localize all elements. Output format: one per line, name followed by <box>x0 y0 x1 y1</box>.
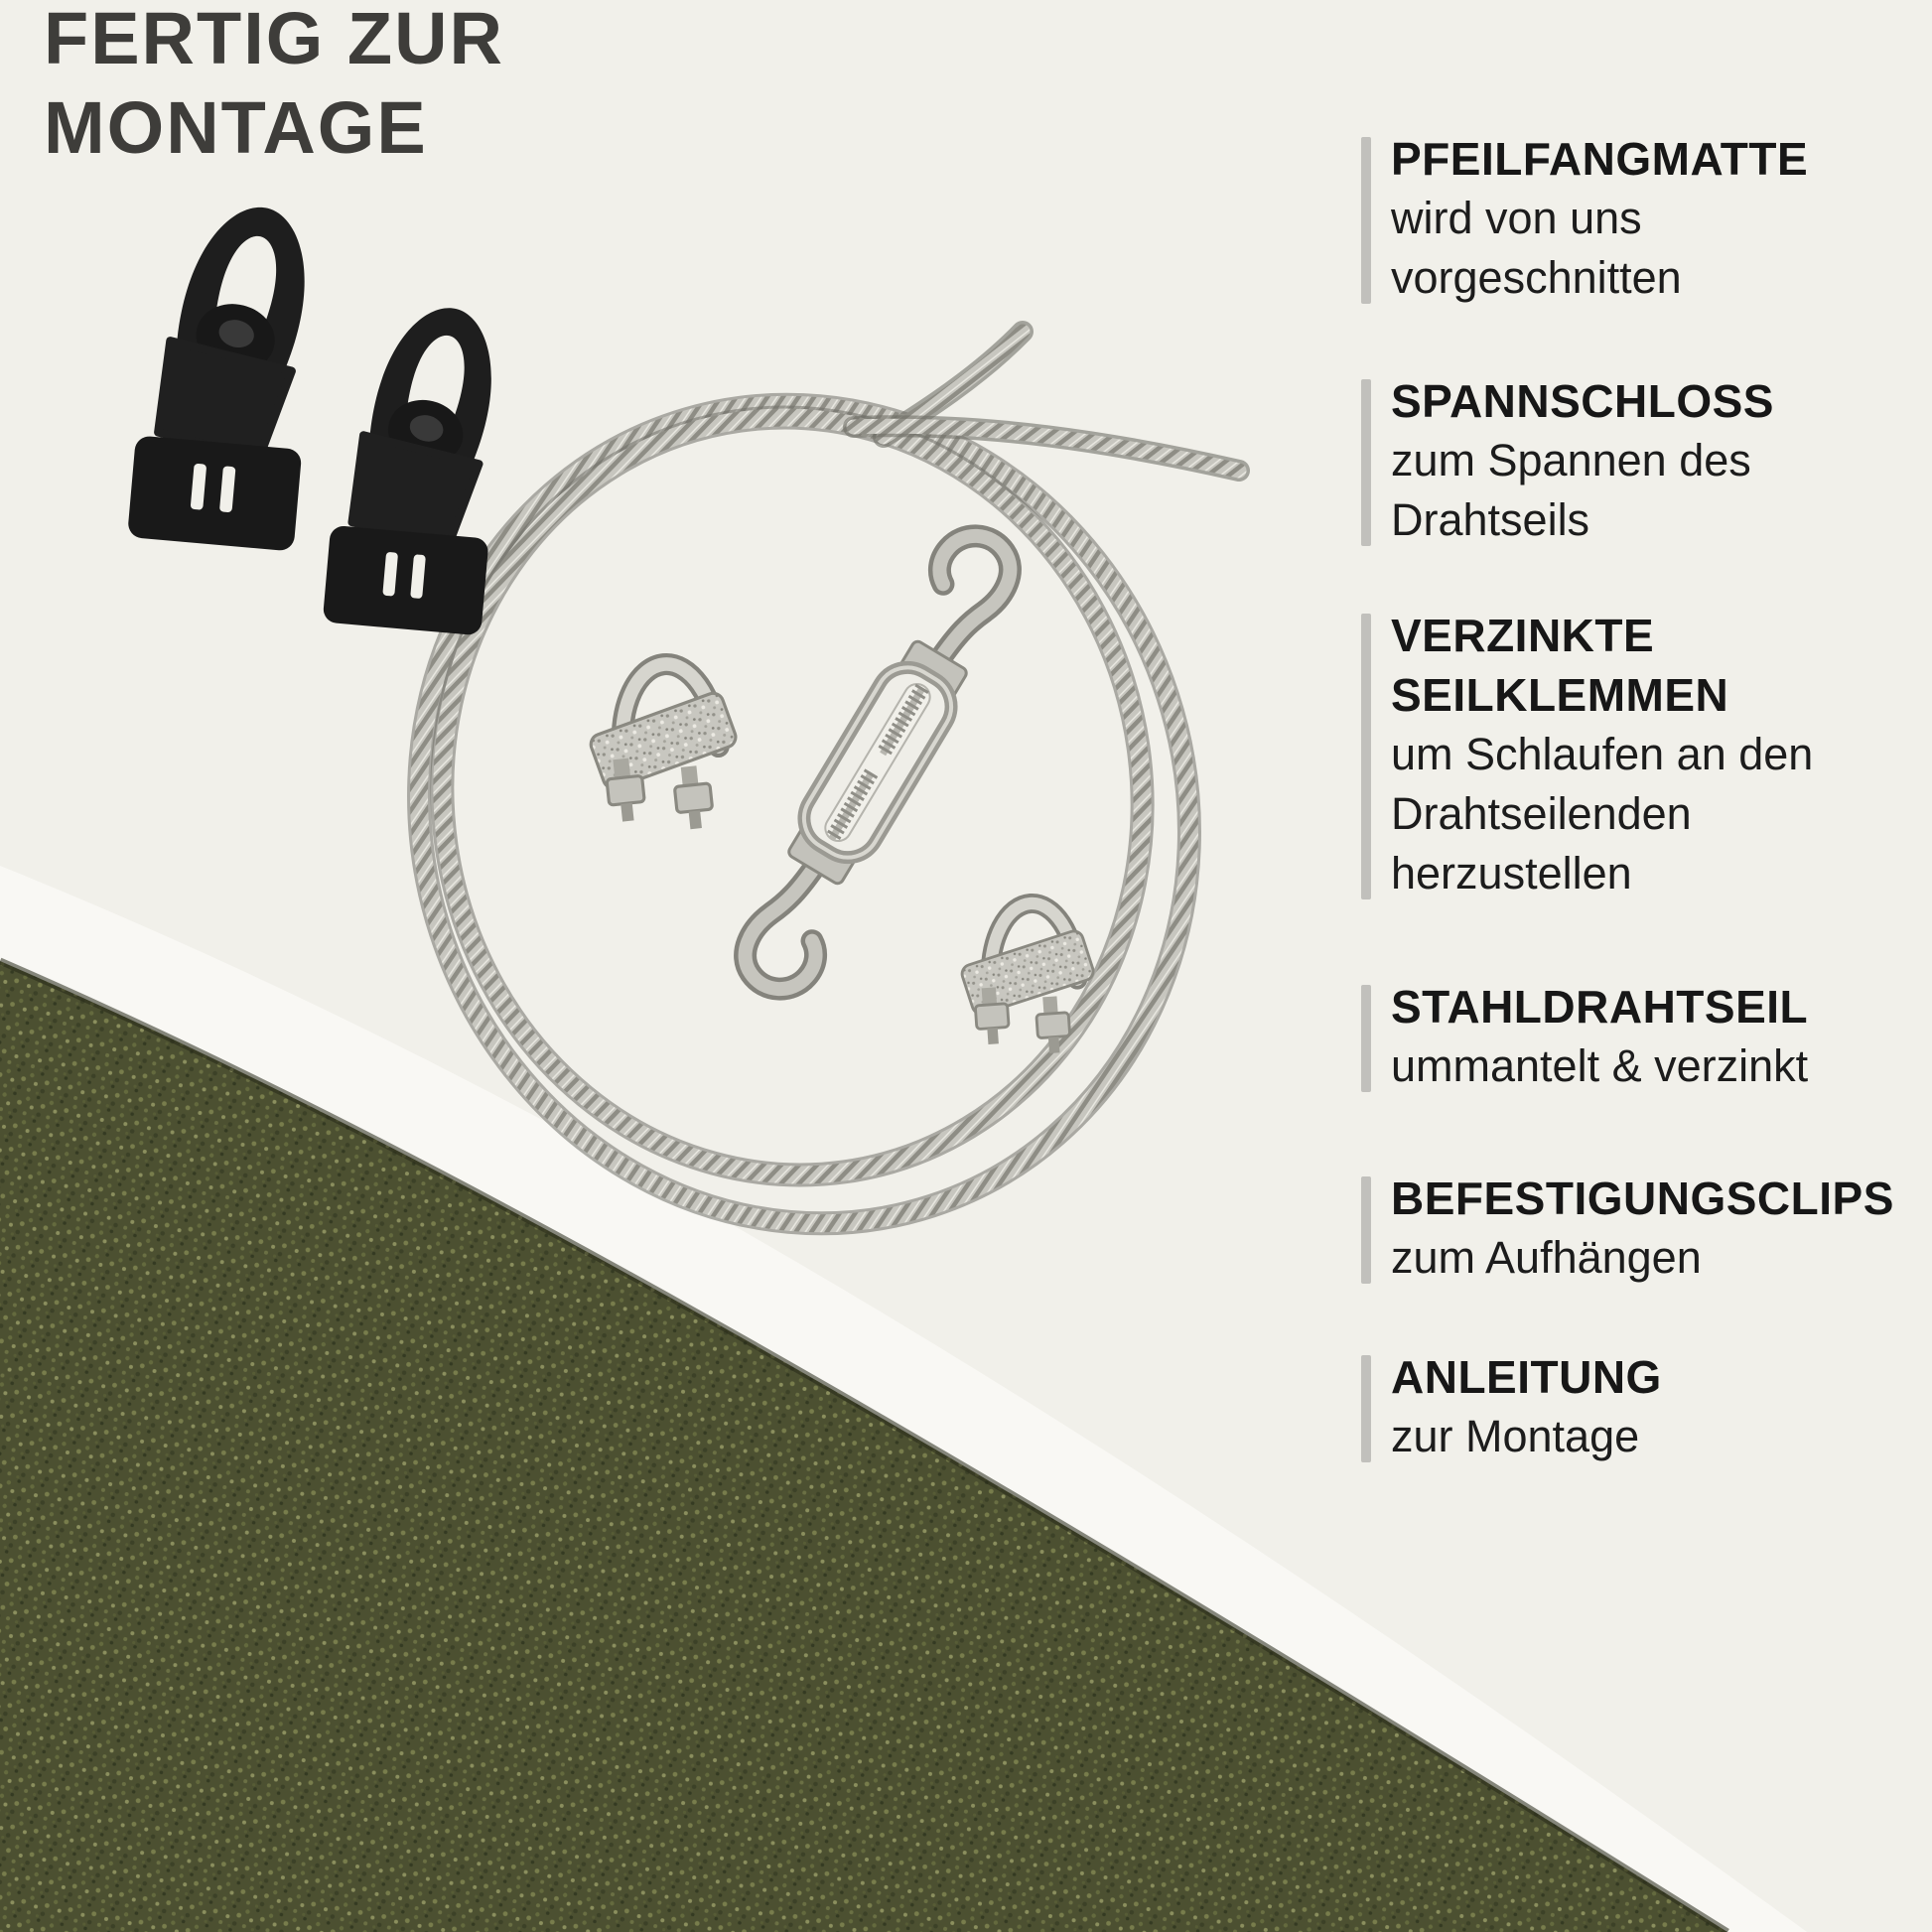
kit-item-spannschloss <box>1361 371 1774 550</box>
kit-item-pfeilfangmatte <box>1361 129 1808 308</box>
item-title: BEFESTIGUNGSCLIPS <box>1391 1173 1894 1224</box>
kit-item-anleitung <box>1361 1347 1662 1466</box>
page-title: FERTIG ZUR MONTAGE <box>44 0 504 169</box>
item-description: um Schlaufen an den Drahtseilenden herzustellen <box>1391 729 1814 898</box>
item-title: PFEILFANGMATTE <box>1391 133 1809 185</box>
item-description: zum Aufhängen <box>1391 1232 1702 1283</box>
kit-item-seilklemmen <box>1361 606 1813 903</box>
item-accent-bar <box>1361 137 1371 304</box>
item-description: zur Montage <box>1391 1411 1640 1461</box>
item-description: ummantelt & verzinkt <box>1391 1040 1809 1091</box>
kit-item-befestigungsclips <box>1361 1169 1894 1288</box>
item-description: wird von uns vorgeschnitten <box>1391 193 1682 303</box>
item-accent-bar <box>1361 985 1371 1092</box>
item-title: STAHLDRAHTSEIL <box>1391 981 1809 1033</box>
item-title: SPANNSCHLOSS <box>1391 375 1774 427</box>
item-accent-bar <box>1361 614 1371 899</box>
item-description: zum Spannen des Drahtseils <box>1391 435 1751 545</box>
item-accent-bar <box>1361 1355 1371 1462</box>
item-accent-bar <box>1361 1176 1371 1284</box>
item-title: VERZINKTE SEILKLEMMEN <box>1391 610 1729 721</box>
kit-item-stahldrahtseil <box>1361 977 1808 1096</box>
item-title: ANLEITUNG <box>1391 1351 1662 1403</box>
item-accent-bar <box>1361 379 1371 546</box>
